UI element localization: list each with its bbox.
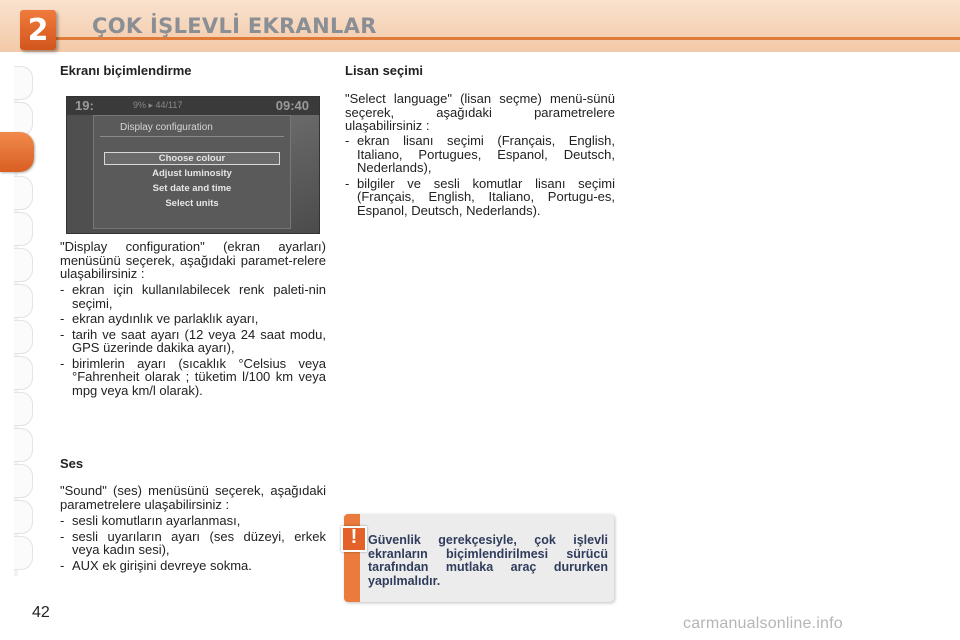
chapter-tab[interactable] <box>14 212 33 246</box>
sound-intro-text: "Sound" (ses) menüsünü seçerek, aşağıdaki parametrelere ulaşabilirsiniz : <box>60 483 326 512</box>
chapter-tab[interactable] <box>14 320 33 354</box>
chapter-tab[interactable] <box>14 284 33 318</box>
list-item: - ekran için kullanılabilecek renk paleti-nin seçimi, <box>60 282 326 311</box>
section-heading-language: Lisan seçimi <box>345 63 424 78</box>
warning-text: Güvenlik gerekçesiyle, çok işlevli ekranların biçimlendirilmesi sürücü tarafından mutlaka araç dururken yapılmalıdır. <box>368 533 608 588</box>
chapter-badge <box>20 10 56 50</box>
chapter-tab[interactable] <box>14 392 33 426</box>
list-item: - sesli uyarıların ayarı (ses düzeyi, erkek veya kadın sesi), <box>60 528 326 557</box>
warning-icon <box>341 526 367 552</box>
list-item: - bilgiler ve sesli komutlar lisanı seçimi (Français, English, Italiano, Portugu-es, Espanol, Deutsch, Nederlands). <box>345 175 615 218</box>
screen-menu-title: Display configuration <box>120 122 213 133</box>
screen-menu-item-adjust-luminosity: Adjust luminosity <box>152 168 232 179</box>
watermark: carmanualsonline.info <box>683 615 843 632</box>
chapter-tab-active[interactable] <box>0 132 34 172</box>
list-item: - tarih ve saat ayarı (12 veya 24 saat modu, GPS üzerinde dakika ayarı), <box>60 326 326 355</box>
list-item: - birimlerin ayarı (sıcaklık °Celsius veya °Fahrenheit olarak ; tüketim l/100 km veya mpg veya km/l olarak). <box>60 355 326 398</box>
screen-clock: 09:40 <box>275 98 309 113</box>
display-options-list <box>60 283 326 399</box>
chapter-tab[interactable] <box>14 356 33 390</box>
exclamation-icon: ! <box>350 526 358 548</box>
screen-map-strip <box>291 115 319 233</box>
sound-options-list <box>60 514 326 574</box>
chapter-tab[interactable] <box>14 536 33 570</box>
screen-status-info: 9% ▸ 44/117 <box>133 100 183 110</box>
page-number: 42 <box>32 604 50 621</box>
chapter-tab[interactable] <box>14 102 33 136</box>
chapter-tab[interactable] <box>14 500 33 534</box>
chapter-tab[interactable] <box>14 176 33 210</box>
screen-time-left: 19: <box>75 98 94 113</box>
language-options-list <box>345 134 615 219</box>
screen-divider <box>100 136 284 137</box>
chapter-number: 2 <box>27 13 49 48</box>
chapter-tab[interactable] <box>14 464 33 498</box>
section-heading-sound: Ses <box>60 456 84 471</box>
screen-menu-item-select-units: Select units <box>165 198 219 209</box>
list-item: - AUX ek girişini devreye sokma. <box>60 557 252 573</box>
screen-menu-panel <box>93 115 291 229</box>
list-item: - ekran aydınlık ve parlaklık ayarı, <box>60 311 259 326</box>
screen-menu-item-choose-colour: Choose colour <box>104 152 280 165</box>
section-heading-display: Ekranı biçimlendirme <box>60 63 192 78</box>
list-item: - sesli komutların ayarlanması, <box>60 513 241 528</box>
page-title: ÇOK İŞLEVLİ EKRANLAR <box>92 14 377 38</box>
chapter-tabs <box>0 66 34 576</box>
chapter-tab[interactable] <box>14 428 33 462</box>
language-intro-text: "Select language" (lisan seçme) menü-sünü seçerek, aşağıdaki parametrelere ulaşabilirsiniz : <box>345 91 615 133</box>
chapter-tab[interactable] <box>14 248 33 282</box>
screen-menu-item-set-date: Set date and time <box>152 183 232 194</box>
display-intro-text: "Display configuration" (ekran ayarları) menüsünü seçerek, aşağıdaki paramet-relere ulaşabilirsiniz : <box>60 239 326 281</box>
chapter-tab[interactable] <box>14 66 33 100</box>
display-screenshot <box>66 96 320 234</box>
list-item: - ekran lisanı seçimi (Français, English, Italiano, Portugues, Espanol, Deutsch, Nederlands), <box>345 133 615 175</box>
